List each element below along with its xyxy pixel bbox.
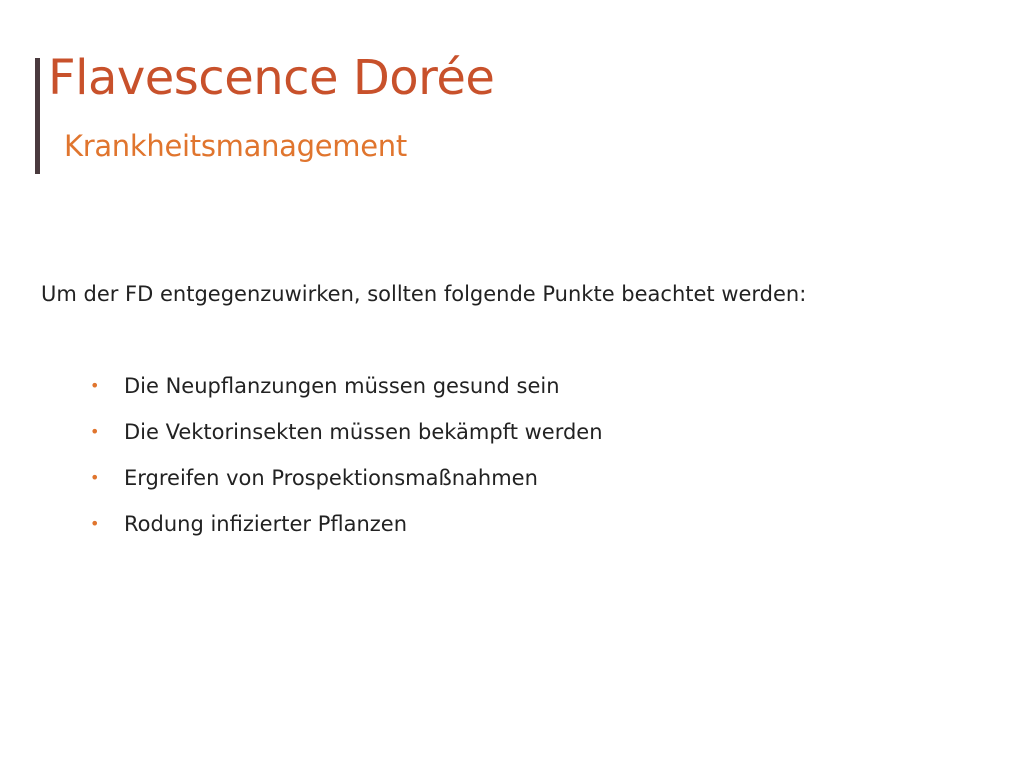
bullet-text: Die Neupflanzungen müssen gesund sein <box>124 374 560 398</box>
bullet-icon: • <box>90 514 100 533</box>
bullet-icon: • <box>90 468 100 487</box>
bullet-icon: • <box>90 376 100 395</box>
slide-title: Flavescence Dorée <box>48 50 495 106</box>
slide-subtitle: Krankheitsmanagement <box>64 129 407 163</box>
bullet-text: Die Vektorinsekten müssen bekämpft werden <box>124 420 603 444</box>
bullet-text: Rodung infizierter Pflanzen <box>124 512 408 536</box>
bullet-icon: • <box>90 422 100 441</box>
bullet-text: Ergreifen von Prospektionsmaßnahmen <box>124 466 538 490</box>
title-accent-bar <box>35 58 40 174</box>
intro-text: Um der FD entgegenzuwirken, sollten folgende Punkte beachtet werden: <box>41 282 807 306</box>
